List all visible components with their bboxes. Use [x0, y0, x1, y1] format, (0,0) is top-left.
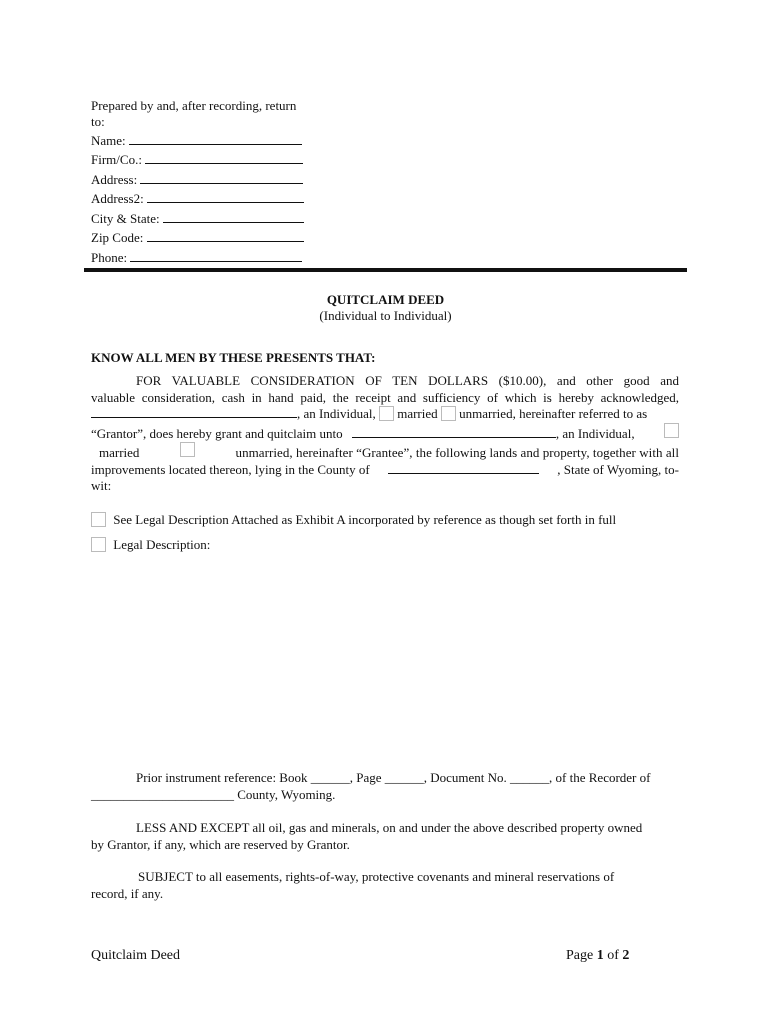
- return-field-name: [91, 133, 306, 149]
- document-subtitle: (Individual to Individual): [319, 308, 452, 323]
- field-label: Address:: [91, 172, 138, 187]
- field-label: Zip Code:: [91, 230, 144, 245]
- address-input-line[interactable]: [140, 172, 303, 184]
- consideration-paragraph: [91, 373, 679, 495]
- document-title: QUITCLAIM DEED: [326, 292, 445, 307]
- field-label: Name:: [91, 133, 126, 148]
- county-line[interactable]: [388, 462, 539, 474]
- zip-input-line[interactable]: [147, 230, 304, 242]
- grantor-name-line[interactable]: [91, 406, 297, 418]
- p1-line5: married unmarried, hereinafter “Grantee”, the following lands and property, together with all: [91, 442, 679, 462]
- return-block: [91, 98, 311, 130]
- legal-description-option: [91, 537, 210, 553]
- p1-line1: FOR VALUABLE CONSIDERATION OF TEN DOLLARS ($10.00), and other good and: [136, 373, 679, 388]
- phone-input-line[interactable]: [130, 250, 302, 262]
- footer-page-number: Page 1 of 2: [566, 948, 630, 963]
- grantee-unmarried-checkbox[interactable]: [180, 442, 195, 457]
- legal-description-label: Legal Description:: [113, 537, 211, 552]
- total-pages: 2: [622, 948, 630, 963]
- grantee-name-line[interactable]: [352, 426, 556, 438]
- grantor-unmarried-checkbox[interactable]: [441, 406, 456, 421]
- exhibit-checkbox[interactable]: [91, 512, 106, 527]
- p1-line4: “Grantor”, does hereby grant and quitclaim unto , an Individual,: [91, 423, 679, 443]
- subject-to-paragraph: [91, 869, 681, 902]
- return-field-address2: [91, 191, 306, 207]
- less-except-line1: LESS AND EXCEPT all oil, gas and minerals, on and under the above described property owned: [136, 820, 643, 835]
- header-divider: [84, 268, 687, 272]
- subject-line1: SUBJECT to all easements, rights-of-way, protective covenants and mineral reservations of: [138, 869, 615, 884]
- exhibit-option: [91, 512, 616, 528]
- less-except-line2: by Grantor, if any, which are reserved by Grantor.: [91, 836, 350, 852]
- return-field-phone: [91, 250, 306, 266]
- return-field-city-state: [91, 211, 306, 227]
- field-label: Address2:: [91, 191, 144, 206]
- exhibit-label: See Legal Description Attached as Exhibit A incorporated by reference as though set forth in full: [113, 512, 617, 527]
- p1-line2: valuable consideration, cash in hand paid, the receipt and sufficiency of which is hereby acknowledged,: [91, 389, 679, 405]
- name-input-line[interactable]: [129, 133, 302, 145]
- current-page: 1: [596, 948, 604, 963]
- prior-ref-line1: Prior instrument reference: Book ______, Page ______, Document No. ______, of the Recorder of: [136, 770, 651, 785]
- field-label: City & State:: [91, 211, 160, 226]
- p1-line3: , an Individual, married unmarried, hereinafter referred to as: [91, 406, 679, 423]
- know-all-men-heading: KNOW ALL MEN BY THESE PRESENTS THAT:: [91, 350, 376, 365]
- footer-document-name: Quitclaim Deed: [91, 948, 181, 963]
- prior-instrument-reference: [91, 770, 681, 803]
- address2-input-line[interactable]: [147, 191, 304, 203]
- field-label: Firm/Co.:: [91, 152, 142, 167]
- return-field-address: [91, 172, 306, 188]
- less-and-except-paragraph: [91, 820, 681, 853]
- grantee-married-checkbox[interactable]: [664, 423, 679, 438]
- city-state-input-line[interactable]: [163, 211, 304, 223]
- return-field-firm: [91, 152, 306, 168]
- grantor-married-checkbox[interactable]: [379, 406, 394, 421]
- return-field-zip: [91, 230, 306, 246]
- return-intro: Prepared by and, after recording, return to:: [91, 98, 297, 129]
- prior-ref-line2: ______________________ County, Wyoming.: [91, 786, 336, 802]
- field-label: Phone:: [91, 250, 128, 265]
- legal-description-checkbox[interactable]: [91, 537, 106, 552]
- firm-input-line[interactable]: [145, 152, 303, 164]
- subject-line2: record, if any.: [91, 885, 164, 901]
- p1-line6: improvements located thereon, lying in the County of , State of Wyoming, to-: [91, 461, 679, 477]
- p1-line7: wit:: [91, 478, 112, 493]
